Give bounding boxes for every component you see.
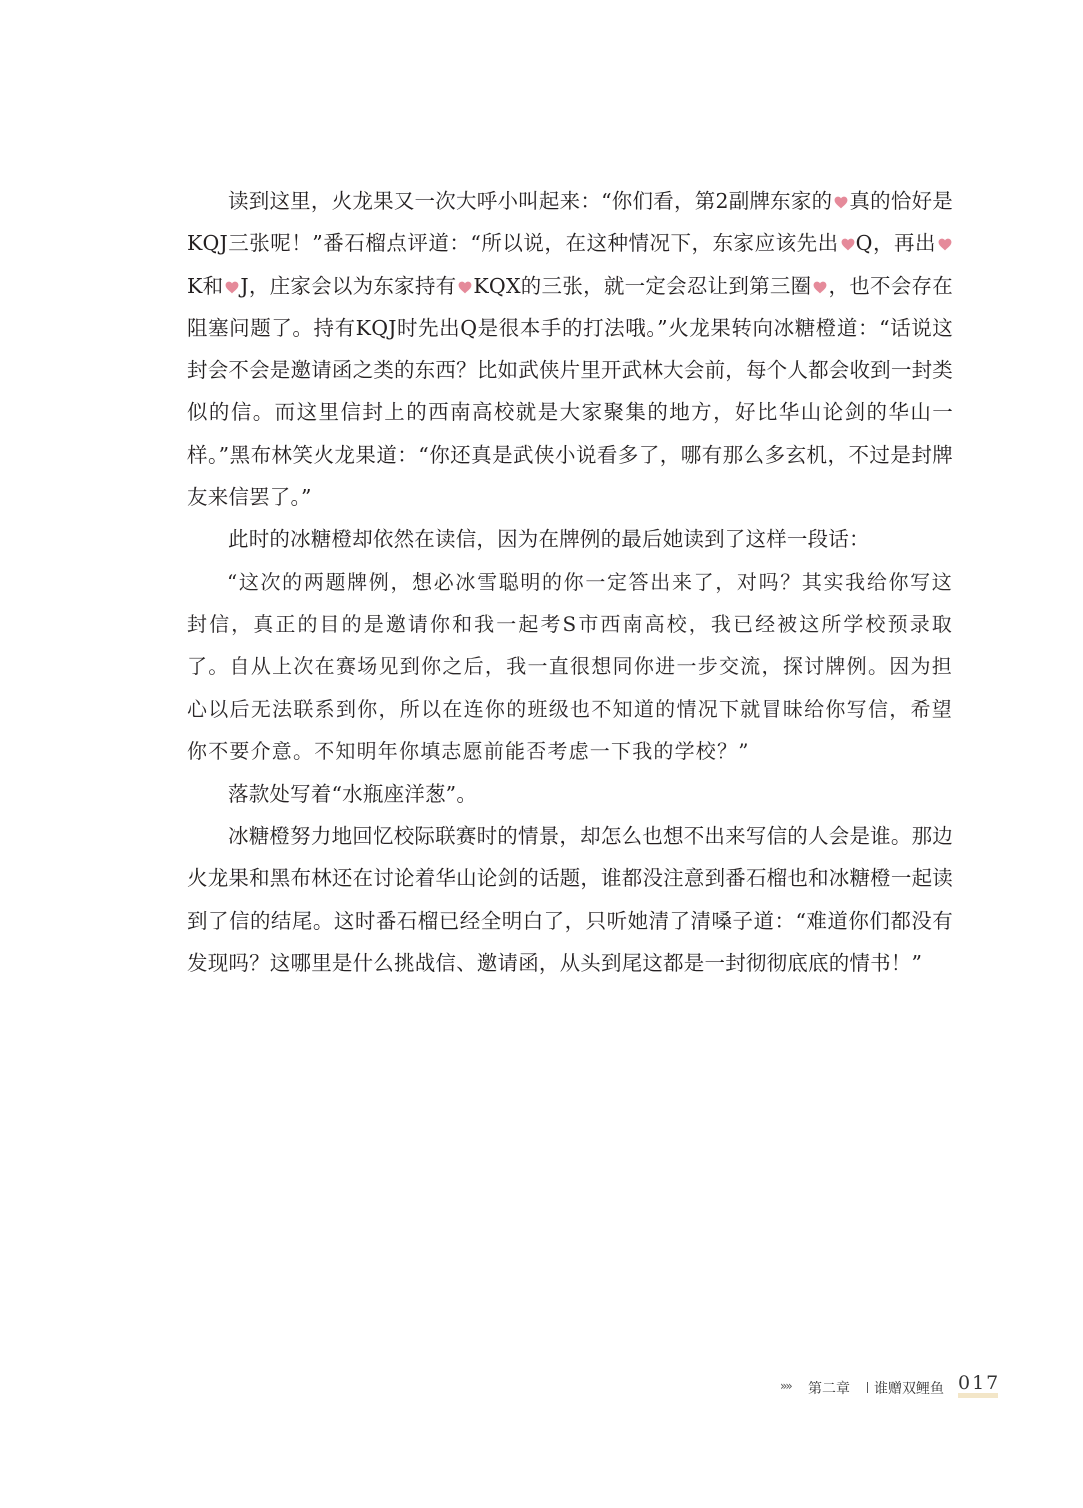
paragraph-text: KQX的三张，就一定会忍让到第三圈	[473, 273, 812, 298]
heart-suit-icon	[458, 281, 472, 294]
heart-suit-icon	[841, 238, 855, 251]
paragraph-text: 读到这里，火龙果又一次大呼小叫起来：“你们看，第2副牌东家的	[228, 189, 833, 213]
body-text	[187, 180, 953, 984]
paragraph-text: ，也不会存在阻塞问题了。持有KQJ时先出Q是很本手的打法哦。”火龙果转向冰糖橙道：“话说这封会不会是邀请函之类的东西？比如武侠片里开武林大会前，每个人都会收到一封类似的信。而这里信封上的西南高校就是大家聚集的地方，好比华山论剑的华山一样。”黑布林笑火龙果道：“你还真是武侠小说看多了，哪有那么多玄机，不过是封牌友来信罢了。”	[187, 273, 953, 510]
paragraph-text: 冰糖橙努力地回忆校际联赛时的情景，却怎么也想不出来写信的人会是谁。那边火龙果和黑布林还在讨论着华山论剑的话题，谁都没注意到番石榴也和冰糖橙一起读到了信的结尾。这时番石榴已经全明白了，只听她清了清嗓子道：“难道你们都没有发现吗？这哪里是什么挑战信、邀请函，从头到尾这都是一封彻彻底底的情书！”	[187, 824, 953, 975]
footer-divider	[867, 1382, 868, 1393]
paragraph-text: Q，再出	[855, 231, 937, 256]
paragraph-text: 落款处写着“水瓶座洋葱”。	[228, 781, 478, 806]
footer-chapter-title: 谁赠双鲤鱼	[874, 1381, 944, 1397]
chevron-right-icon: »»	[780, 1379, 791, 1393]
quoted-letter-paragraph	[187, 561, 953, 773]
paragraph	[187, 180, 953, 518]
paragraph	[187, 518, 953, 560]
heart-suit-icon	[938, 238, 952, 251]
paragraph	[187, 773, 953, 815]
heart-suit-icon	[225, 281, 239, 294]
footer-chapter-label: 第二章	[808, 1381, 850, 1397]
paragraph-text: J，庄家会以为东家持有	[240, 273, 457, 298]
paragraph-text: “这次的两题牌例，想必冰雪聪明的你一定答出来了，对吗？其实我给你写这封信，真正的目的是邀请你和我一起考S市西南高校，我已经被这所学校预录取了。自从上次在赛场见到你之后，我一直很想同你进一步交流，探讨牌例。因为担心以后无法联系到你，所以在连你的班级也不知道的情况下就冒昧给你写信，希望你不要介意。不知明年你填志愿前能否考虑一下我的学校？”	[187, 569, 953, 764]
paragraph-text: K和	[187, 273, 224, 298]
heart-suit-icon	[813, 281, 827, 294]
page-footer	[770, 1374, 1000, 1404]
paragraph-text: 真的恰好是KQJ三张呢！”番石榴点评道：“所以说，在这种情况下，东家应该先出	[187, 189, 953, 256]
heart-suit-icon	[834, 196, 848, 209]
paragraph	[187, 815, 953, 984]
paragraph-text: 此时的冰糖橙却依然在读信，因为在牌例的最后她读到了这样一段话：	[228, 527, 870, 552]
page-number: 017	[958, 1372, 1001, 1394]
